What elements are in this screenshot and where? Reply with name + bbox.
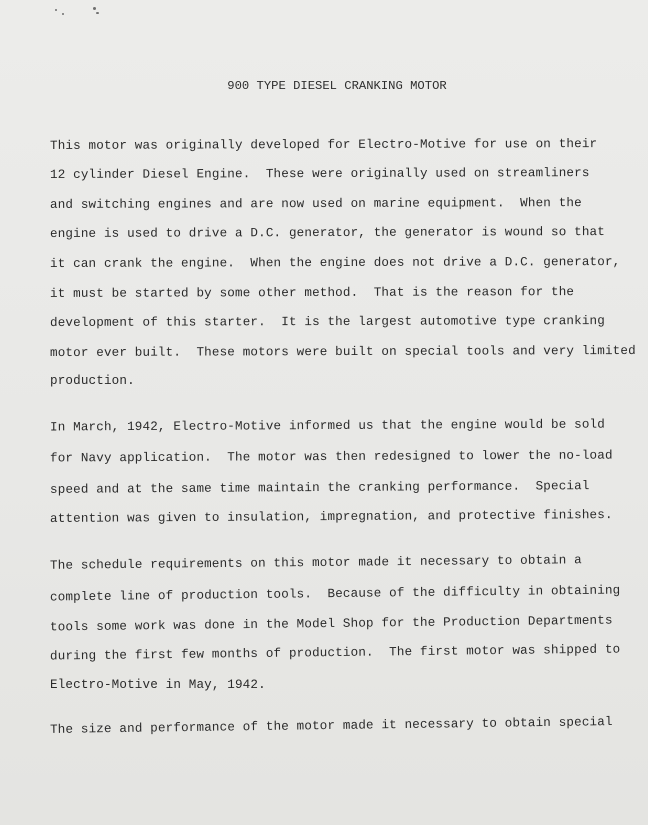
body-line: attention was given to insulation, impregnation, and protective finishes. — [49, 508, 613, 526]
document-title: 900 TYPE DIESEL CRANKING MOTOR — [227, 79, 447, 93]
body-line: In March, 1942, Electro-Motive informed us that the engine would be sold — [49, 417, 605, 435]
body-line: production. — [50, 374, 135, 388]
paper-specks — [52, 3, 112, 19]
body-line: 12 cylinder Diesel Engine. These were originally used on streamliners — [49, 166, 590, 182]
body-line: engine is used to drive a D.C. generator, the generator is wound so that — [49, 225, 605, 241]
body-line: speed and at the same time maintain the cranking performance. Special — [49, 479, 590, 497]
body-line: Electro-Motive in May, 1942. — [50, 678, 266, 692]
paper-speck — [55, 9, 57, 11]
paper-speck — [62, 13, 64, 15]
body-line: tools some work was done in the Model Shop for the Production Departments — [49, 613, 613, 635]
body-line: complete line of production tools. Because of the difficulty in obtaining — [49, 583, 621, 605]
body-line: it can crank the engine. When the engine does not drive a D.C. generator, — [49, 255, 621, 271]
body-line: during the first few months of production. The first motor was shipped to — [49, 642, 621, 664]
body-line: it must be started by some other method. That is the reason for the — [49, 285, 575, 301]
body-line: The schedule requirements on this motor made it necessary to obtain a — [49, 553, 582, 573]
paper-speck — [96, 12, 99, 14]
body-line: This motor was originally developed for Electro-Motive for use on their — [49, 137, 598, 153]
body-line: The size and performance of the motor made it necessary to obtain special — [49, 715, 613, 737]
body-line: and switching engines and are now used on marine equipment. When the — [49, 196, 582, 212]
paper-speck — [93, 7, 96, 10]
body-line: motor ever built. These motors were built on special tools and very limited — [49, 343, 636, 361]
body-line: development of this starter. It is the largest automotive type cranking — [49, 314, 605, 330]
body-line: for Navy application. The motor was then redesigned to lower the no-load — [49, 448, 613, 466]
